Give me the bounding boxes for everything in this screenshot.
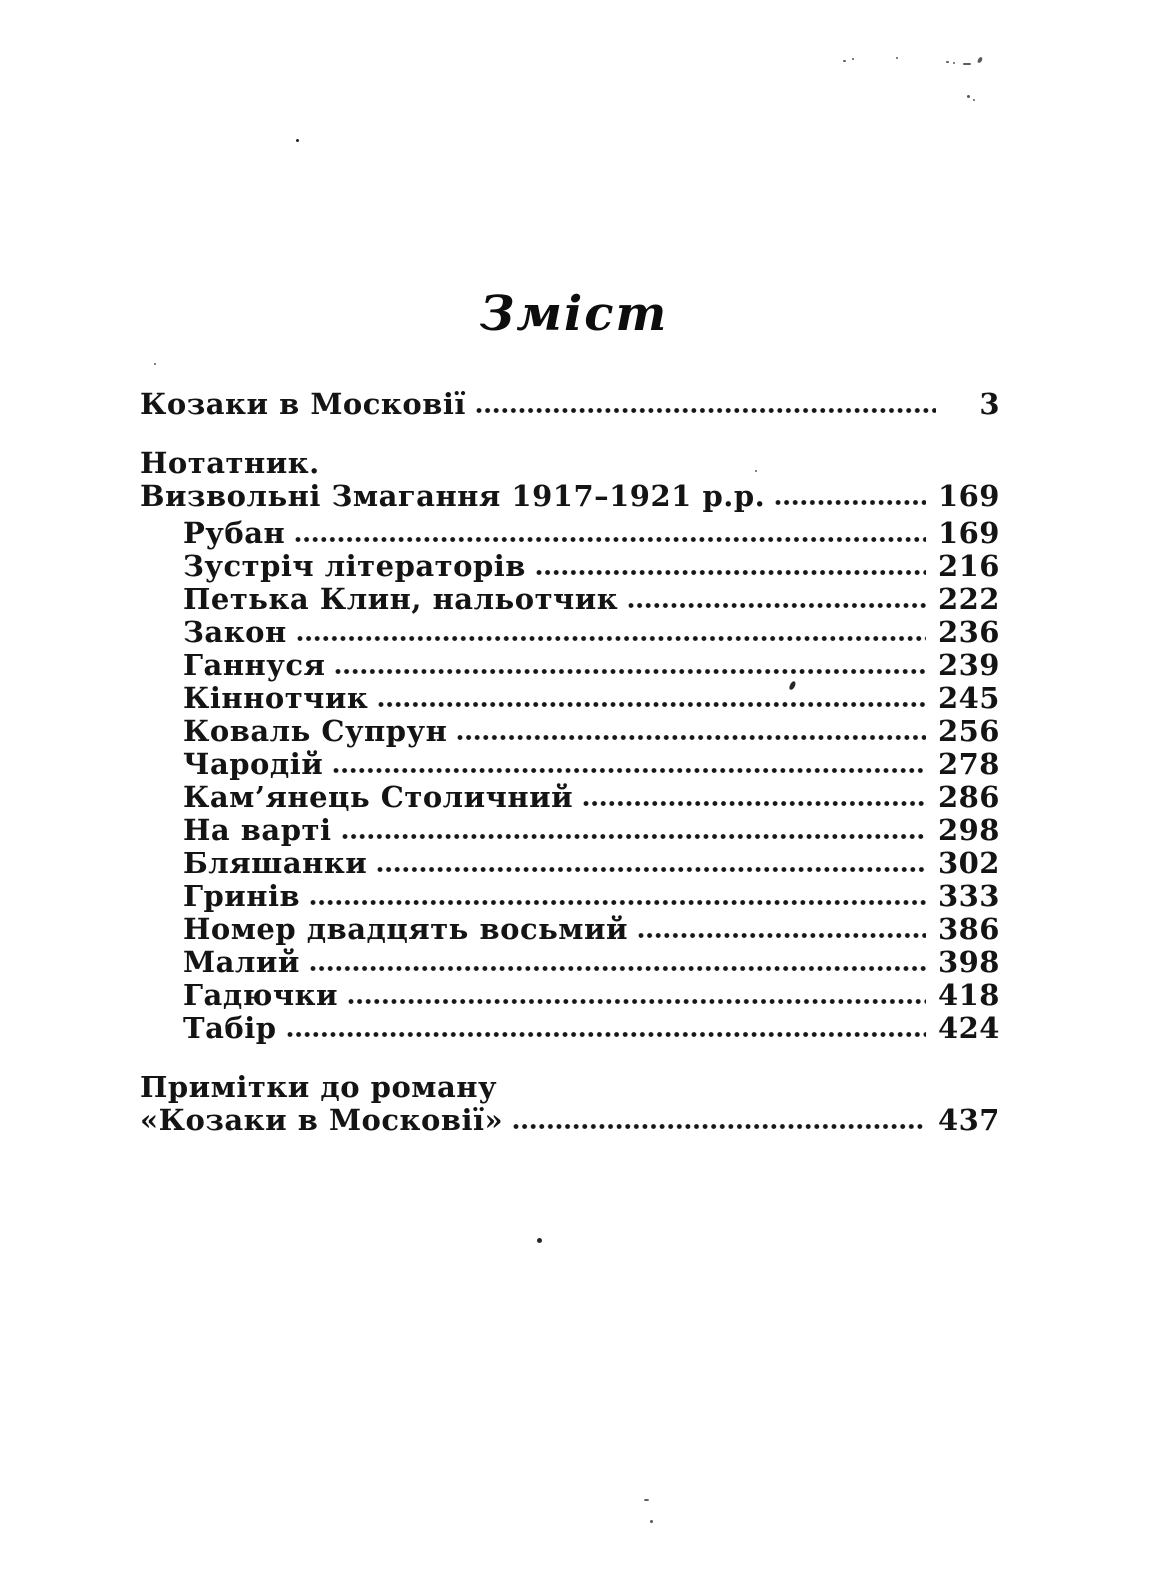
- toc-entry-label: Петька Клин, нальотчик: [183, 582, 619, 616]
- toc-entry-page: 302: [937, 846, 1000, 880]
- toc-row: [140, 1104, 1000, 1137]
- toc-row: [140, 583, 1000, 616]
- toc-entry-label: Гринів: [183, 879, 301, 913]
- toc-row: [140, 913, 1000, 946]
- scan-speck: [650, 1520, 653, 1523]
- toc-entry-label: Номер двадцять восьмий: [183, 912, 628, 946]
- dot-leader: [774, 499, 926, 506]
- scan-speck: [963, 63, 971, 65]
- dot-leader: [376, 866, 926, 873]
- toc-entry-page: 333: [937, 879, 1000, 913]
- scan-speck: [296, 139, 299, 142]
- scan-speck: [946, 61, 949, 63]
- scan-speck: [977, 57, 983, 64]
- toc-entry-label: Нотатник.: [140, 446, 320, 480]
- toc-row: [140, 682, 1000, 715]
- toc-entry-page: 169: [937, 516, 1000, 550]
- toc-row: [140, 814, 1000, 847]
- scan-speck: [967, 95, 970, 98]
- toc-entry-label: Чародій: [183, 747, 324, 781]
- toc-entry-page: 245: [937, 681, 1000, 715]
- toc-entry-label: Ганнуся: [183, 648, 326, 682]
- scan-speck: [896, 57, 898, 59]
- toc-row: [140, 517, 1000, 550]
- toc-entry-label: Бляшанки: [183, 846, 368, 880]
- toc-entry-label: На варті: [183, 813, 332, 847]
- toc-row: [140, 715, 1000, 748]
- dot-leader: [475, 407, 936, 414]
- dot-leader: [512, 1123, 926, 1130]
- toc-entry-label: Зустріч літераторів: [183, 549, 526, 583]
- toc-entry-label: Кам’янець Столичний: [183, 780, 574, 814]
- toc-list: [140, 388, 1000, 1137]
- toc-entry-page: 286: [937, 780, 1000, 814]
- scan-speck: [953, 62, 955, 64]
- toc-entry-page: 298: [937, 813, 1000, 847]
- toc-entry-page: 3: [979, 387, 1000, 421]
- toc-entry-label: Рубан: [183, 516, 286, 550]
- toc-row: [140, 1012, 1000, 1045]
- scan-speck: [843, 60, 846, 62]
- dot-leader: [294, 536, 926, 543]
- toc-row: [140, 880, 1000, 913]
- toc-entry-page: 169: [937, 479, 1000, 513]
- toc-entry-page: 386: [937, 912, 1000, 946]
- toc-entry-page: 239: [937, 648, 1000, 682]
- toc-entry-label: Коваль Супрун: [183, 714, 448, 748]
- dot-leader: [627, 602, 926, 609]
- toc-row: [140, 979, 1000, 1012]
- scan-speck: [537, 1238, 542, 1243]
- toc-row: [140, 1071, 1000, 1104]
- toc-row: [140, 447, 1000, 480]
- toc-entry-label: «Козаки в Московії»: [140, 1103, 504, 1137]
- scan-speck: [154, 363, 156, 365]
- page-title: Зміст: [479, 286, 669, 342]
- toc-entry-label: Малий: [183, 945, 300, 979]
- toc-row: [140, 616, 1000, 649]
- toc-entry-label: Визвольні Змагання 1917–1921 р.р.: [140, 479, 766, 513]
- dot-leader: [296, 635, 926, 642]
- toc-entry-label: Кіннотчик: [183, 681, 369, 715]
- dot-leader: [637, 932, 926, 939]
- toc-entry-page: 222: [937, 582, 1000, 616]
- toc-entry-page: 437: [937, 1103, 1000, 1137]
- toc-row: [140, 847, 1000, 880]
- dot-leader: [309, 899, 926, 906]
- scan-speck: [755, 470, 757, 472]
- toc-entry-page: 278: [937, 747, 1000, 781]
- dot-leader: [286, 1031, 926, 1038]
- toc-entry-page: 424: [937, 1011, 1000, 1045]
- toc-entry-label: Гадючки: [183, 978, 339, 1012]
- toc-row: [140, 649, 1000, 682]
- toc-entry-label: Примітки до роману: [140, 1070, 498, 1104]
- scan-speck: [852, 58, 854, 60]
- toc-entry-page: 216: [937, 549, 1000, 583]
- dot-leader: [582, 800, 926, 807]
- dot-leader: [332, 767, 926, 774]
- toc-row: [140, 748, 1000, 781]
- scan-speck: [644, 1499, 649, 1501]
- toc-entry-page: 236: [937, 615, 1000, 649]
- dot-leader: [377, 701, 926, 708]
- toc-entry-page: 398: [937, 945, 1000, 979]
- dot-leader: [341, 833, 926, 840]
- toc-row: [140, 388, 1000, 421]
- scan-speck: [973, 99, 975, 101]
- toc-entry-page: 418: [937, 978, 1000, 1012]
- dot-leader: [347, 998, 926, 1005]
- toc-row: [140, 946, 1000, 979]
- dot-leader: [334, 668, 926, 675]
- toc-row: [140, 781, 1000, 814]
- toc-row: [140, 550, 1000, 583]
- toc-entry-label: Табір: [183, 1011, 277, 1045]
- toc-entry-page: 256: [937, 714, 1000, 748]
- dot-leader: [309, 965, 926, 972]
- toc-entry-label: Козаки в Московії: [140, 387, 466, 421]
- dot-leader: [535, 569, 926, 576]
- toc-row: [140, 480, 1000, 513]
- toc-entry-label: Закон: [183, 615, 287, 649]
- dot-leader: [456, 734, 926, 741]
